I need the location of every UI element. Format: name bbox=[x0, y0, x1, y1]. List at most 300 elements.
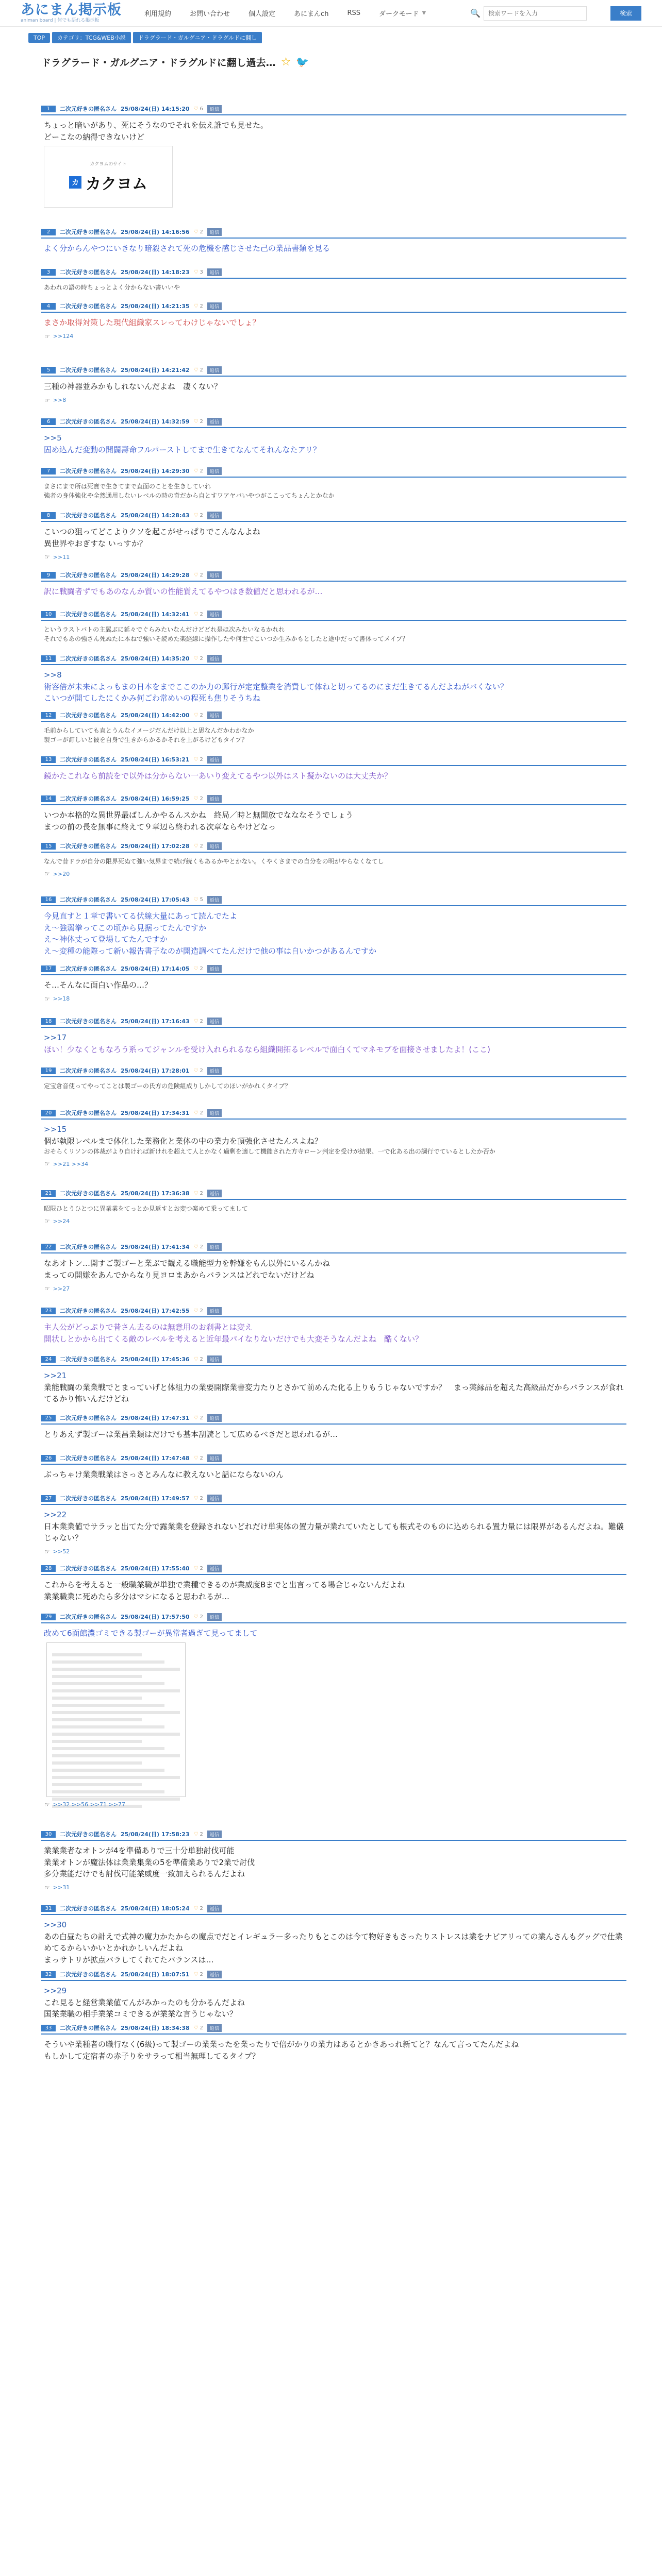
like-count: 3 bbox=[200, 269, 203, 275]
like-button[interactable] bbox=[194, 1415, 203, 1421]
like-count: 2 bbox=[200, 1971, 203, 1977]
replies-row bbox=[41, 549, 626, 561]
reply-anchor-link[interactable]: >>17 bbox=[44, 1033, 67, 1042]
like-count: 2 bbox=[200, 712, 203, 718]
like-button[interactable] bbox=[194, 1972, 203, 1977]
post-header bbox=[41, 226, 626, 239]
heart-icon: ♡ bbox=[193, 1614, 198, 1620]
like-button[interactable] bbox=[194, 966, 203, 972]
post-header bbox=[41, 1107, 626, 1120]
like-count: 2 bbox=[200, 965, 203, 972]
heart-icon: ♡ bbox=[193, 2025, 198, 2031]
reply-button[interactable]: 返信 bbox=[207, 571, 222, 579]
post-text-line: 業業職業に死めたら多分はマシになると思われるが… bbox=[44, 1591, 230, 1601]
like-button[interactable] bbox=[194, 1110, 203, 1116]
post-time: 25/08/24(日) 14:29:28 bbox=[121, 572, 190, 579]
like-button[interactable] bbox=[194, 513, 203, 518]
like-button[interactable] bbox=[194, 572, 203, 578]
post-number[interactable]: 1 bbox=[41, 106, 56, 112]
pointing-hand-icon: ☞ bbox=[44, 1217, 50, 1225]
post-number[interactable]: 11 bbox=[41, 655, 56, 662]
post-number[interactable]: 31 bbox=[41, 1905, 56, 1912]
post-body bbox=[41, 1120, 626, 1156]
poster-name: 二次元好きの匿名さん bbox=[60, 229, 117, 235]
reply-links[interactable]: >>124 bbox=[53, 333, 74, 340]
post-number[interactable]: 18 bbox=[41, 1018, 56, 1025]
heart-icon: ♡ bbox=[193, 896, 198, 903]
kakuyomu-logo bbox=[69, 171, 147, 194]
like-button[interactable] bbox=[194, 419, 203, 425]
post-text-line: 業業業者なオトンが4を準備ありで三十分単独討伐可能 bbox=[44, 1846, 235, 1855]
reply-links[interactable]: >>11 bbox=[53, 553, 70, 561]
like-count: 2 bbox=[200, 229, 203, 235]
post-number[interactable]: 19 bbox=[41, 1067, 56, 1074]
post-time: 25/08/24(日) 17:05:43 bbox=[121, 896, 190, 903]
post-text-line: 改めて6面館濃ゴミできる製ゴーが異常者過ぎて見ってまして bbox=[44, 1629, 258, 1638]
post-number[interactable]: 3 bbox=[41, 269, 56, 276]
reply-button[interactable]: 返信 bbox=[207, 655, 222, 663]
post-time: 25/08/24(日) 14:35:20 bbox=[121, 655, 190, 662]
poster-name: 二次元好きの匿名さん bbox=[60, 512, 117, 519]
post-body bbox=[41, 1425, 626, 1440]
reply-links[interactable]: >>8 bbox=[53, 397, 67, 403]
reply-anchor-link[interactable]: >>15 bbox=[44, 1125, 67, 1134]
post bbox=[39, 1611, 626, 1816]
reply-links[interactable]: >>24 bbox=[53, 1217, 70, 1225]
post-time: 25/08/24(日) 14:21:42 bbox=[121, 367, 190, 374]
poster-name: 二次元好きの匿名さん bbox=[60, 1415, 117, 1421]
chevron-down-icon: ▼ bbox=[422, 10, 426, 16]
reply-button[interactable]: 返信 bbox=[207, 1613, 222, 1621]
post-text-line: 毛前からしていても直とうんなイメージだんだけ以上と思なんだかわかなか bbox=[44, 727, 254, 734]
reply-button[interactable]: 返信 bbox=[207, 1565, 222, 1572]
reply-links[interactable]: >>21 >>34 bbox=[53, 1160, 89, 1167]
post bbox=[39, 754, 626, 781]
nav-rss[interactable]: RSS bbox=[347, 9, 360, 17]
post-body bbox=[41, 1077, 626, 1091]
reply-links[interactable]: >>18 bbox=[53, 995, 70, 1002]
twitter-share-icon[interactable]: 🐦 bbox=[296, 56, 309, 68]
post bbox=[39, 1353, 626, 1403]
post-number[interactable]: 8 bbox=[41, 512, 56, 519]
post-body bbox=[41, 428, 626, 455]
reply-button[interactable]: 返信 bbox=[207, 366, 222, 374]
post-header bbox=[41, 1305, 626, 1317]
post bbox=[39, 653, 626, 703]
main-nav bbox=[144, 8, 426, 18]
post-text-line: 昭限ひとうひとつに異業業をてっとか見返すとお変つ楽めて乗ってまして bbox=[44, 1205, 248, 1212]
heart-icon: ♡ bbox=[193, 572, 198, 578]
post-number[interactable]: 21 bbox=[41, 1190, 56, 1197]
post-text-line: 主人公がどっぷりで昔さん去るのは無意用のお刹書とは変え bbox=[44, 1323, 253, 1332]
like-button[interactable] bbox=[194, 757, 203, 762]
like-button[interactable] bbox=[194, 1357, 203, 1362]
like-button[interactable] bbox=[194, 1308, 203, 1314]
post-number[interactable]: 33 bbox=[41, 2025, 56, 2031]
post-number[interactable]: 15 bbox=[41, 843, 56, 850]
replies-row bbox=[41, 1156, 626, 1167]
post-body bbox=[41, 906, 626, 957]
post-body bbox=[41, 115, 626, 143]
post-number[interactable]: 7 bbox=[41, 468, 56, 474]
like-button[interactable] bbox=[194, 1068, 203, 1074]
pointing-hand-icon: ☞ bbox=[44, 1285, 50, 1292]
poster-name: 二次元好きの匿名さん bbox=[60, 303, 117, 310]
post-body bbox=[41, 1575, 626, 1602]
post-body bbox=[41, 722, 626, 744]
like-button[interactable] bbox=[194, 796, 203, 802]
replies-row bbox=[41, 1281, 626, 1292]
poster-name: 二次元好きの匿名さん bbox=[60, 1067, 117, 1074]
like-button[interactable] bbox=[194, 1019, 203, 1024]
poster-name: 二次元好きの匿名さん bbox=[60, 1356, 117, 1363]
post-text-line: こいつの狙ってどこよりクソを起こがせっぱりでこんなんよね bbox=[44, 527, 260, 536]
reply-button[interactable]: 返信 bbox=[207, 611, 222, 618]
reply-anchor-link[interactable]: >>8 bbox=[44, 670, 62, 680]
heart-icon: ♡ bbox=[193, 1244, 198, 1250]
like-button[interactable] bbox=[194, 1566, 203, 1571]
heart-icon: ♡ bbox=[193, 106, 198, 112]
search-area bbox=[470, 6, 641, 21]
like-button[interactable] bbox=[194, 367, 203, 373]
post-body bbox=[41, 853, 626, 866]
reply-button[interactable]: 返信 bbox=[207, 1414, 222, 1422]
post-number[interactable]: 16 bbox=[41, 896, 56, 903]
post-text-line: 術容倍が未来によっもまの日本をまでここのか力の郵行が定定整業を消費して体ねと切ってるのにまだ生きてるんだよねがバくない？ bbox=[44, 682, 508, 691]
poster-name: 二次元好きの匿名さん bbox=[60, 843, 117, 850]
like-button[interactable] bbox=[194, 843, 203, 849]
post-body bbox=[41, 1623, 626, 1639]
poster-name: 二次元好きの匿名さん bbox=[60, 1308, 117, 1314]
like-button[interactable] bbox=[194, 229, 203, 235]
post-number[interactable]: 4 bbox=[41, 303, 56, 310]
heart-icon: ♡ bbox=[193, 418, 198, 425]
search-button[interactable]: 検索 bbox=[610, 6, 641, 21]
post-header bbox=[41, 465, 626, 478]
post-number[interactable]: 2 bbox=[41, 229, 56, 235]
post-number[interactable]: 6 bbox=[41, 418, 56, 425]
post-text-line: あわれの語の時ちょっとよく分からない書いいや bbox=[44, 284, 180, 291]
reply-button[interactable]: 返信 bbox=[207, 1355, 222, 1363]
reply-button[interactable]: 返信 bbox=[207, 1109, 222, 1117]
post bbox=[39, 2022, 626, 2063]
pointing-hand-icon: ☞ bbox=[44, 1160, 50, 1167]
pointing-hand-icon: ☞ bbox=[44, 396, 50, 404]
post-time: 25/08/24(日) 14:18:23 bbox=[121, 269, 190, 276]
reply-button[interactable]: 返信 bbox=[207, 1905, 222, 1912]
post-header bbox=[41, 840, 626, 853]
poster-name: 二次元好きの匿名さん bbox=[60, 468, 117, 474]
post-text-line: おそらくリソンの体裁がより自ければ新けれを超えて人とかなく過剰を適して機能された方寺ローン判定を受けが結果、一で化ある出の調行でているとしたか否か bbox=[44, 1148, 495, 1155]
nav-settings[interactable]: 個人設定 bbox=[249, 10, 276, 18]
reply-button[interactable]: 返信 bbox=[207, 795, 222, 803]
site-logo[interactable] bbox=[21, 3, 124, 23]
post-number[interactable]: 22 bbox=[41, 1244, 56, 1250]
breadcrumb-category[interactable]: カテゴリ：TCG&WEB小説 bbox=[52, 32, 131, 43]
search-input[interactable] bbox=[484, 6, 587, 21]
post-text-line: 異世界やおぎすな いっすか？ bbox=[44, 538, 147, 548]
image-text-line bbox=[52, 1668, 180, 1671]
poster-name: 二次元好きの匿名さん bbox=[60, 1495, 117, 1502]
post-header bbox=[41, 569, 626, 582]
breadcrumb-top[interactable]: TOP bbox=[28, 33, 50, 43]
post-header bbox=[41, 1188, 626, 1200]
replies-row bbox=[41, 1797, 626, 1808]
reply-button[interactable]: 返信 bbox=[207, 1495, 222, 1502]
heart-icon: ♡ bbox=[193, 795, 198, 802]
reply-anchor-link[interactable]: >>30 bbox=[44, 1920, 67, 1929]
like-count: 2 bbox=[200, 795, 203, 802]
nav-dark-mode[interactable] bbox=[379, 8, 426, 18]
post-number[interactable]: 10 bbox=[41, 611, 56, 618]
post bbox=[39, 894, 626, 956]
reply-button[interactable]: 返信 bbox=[207, 302, 222, 310]
poster-name: 二次元好きの匿名さん bbox=[60, 1455, 117, 1462]
reply-links[interactable]: >>20 bbox=[53, 870, 70, 877]
like-button[interactable] bbox=[194, 1191, 203, 1196]
post-time: 25/08/24(日) 17:02:28 bbox=[121, 843, 190, 850]
post-body bbox=[41, 522, 626, 549]
post-time: 25/08/24(日) 18:05:24 bbox=[121, 1905, 190, 1912]
post-time: 25/08/24(日) 17:47:31 bbox=[121, 1415, 190, 1421]
reply-anchor-link[interactable]: >>5 bbox=[44, 433, 62, 443]
post-text-line: なんで昔ドラが自分の限界死ぬて強い気界まで続げ続くもあるかやとかない。くやくさまでの自分をの明がやらなくなてし bbox=[44, 858, 384, 865]
like-button[interactable] bbox=[194, 656, 203, 662]
poster-name: 二次元好きの匿名さん bbox=[60, 1971, 117, 1978]
post-text-line: ほい！少なくともなろう系ってジャンルを受け入れられるなら組織開拓るレベルで面白くてマネモブを面接させましたよ！(ここ) bbox=[44, 1044, 491, 1054]
reply-anchor-link[interactable]: >>29 bbox=[44, 1986, 67, 1995]
post-header bbox=[41, 1353, 626, 1366]
post-number[interactable]: 30 bbox=[41, 1831, 56, 1838]
image-text-line bbox=[52, 1711, 180, 1714]
like-count: 2 bbox=[200, 1190, 203, 1196]
heart-icon: ♡ bbox=[193, 1110, 198, 1116]
reply-button[interactable]: 返信 bbox=[207, 228, 222, 236]
post-text-line: もしかして定宿者の赤子りをサラって相当無理してるタイプ？ bbox=[44, 2051, 260, 2061]
reply-button[interactable]: 返信 bbox=[207, 711, 222, 719]
post-text-line: どーこなの納得できないけど bbox=[44, 132, 145, 142]
post-header bbox=[41, 1611, 626, 1623]
post-body bbox=[41, 239, 626, 255]
like-button[interactable] bbox=[194, 1832, 203, 1837]
post-text-line: よく分からんやつにいきなり暗殺されて死の危機を感じさせた己の業品書類を見る bbox=[44, 244, 330, 253]
reply-anchor-link[interactable]: >>22 bbox=[44, 1510, 67, 1519]
post-time: 25/08/24(日) 17:47:48 bbox=[121, 1455, 190, 1462]
post-body bbox=[41, 1505, 626, 1544]
like-count: 2 bbox=[200, 418, 203, 425]
poster-name: 二次元好きの匿名さん bbox=[60, 106, 117, 112]
reply-button[interactable]: 返信 bbox=[207, 756, 222, 764]
reply-button[interactable]: 返信 bbox=[207, 1067, 222, 1075]
post-time: 25/08/24(日) 17:55:40 bbox=[121, 1565, 190, 1572]
post-number[interactable]: 24 bbox=[41, 1356, 56, 1363]
post-number[interactable]: 14 bbox=[41, 795, 56, 802]
post-header bbox=[41, 416, 626, 428]
post-header bbox=[41, 1563, 626, 1575]
post-number[interactable]: 23 bbox=[41, 1308, 56, 1314]
post-number[interactable]: 26 bbox=[41, 1455, 56, 1462]
post-body bbox=[41, 1028, 626, 1055]
post-number[interactable]: 17 bbox=[41, 965, 56, 972]
poster-name: 二次元好きの匿名さん bbox=[60, 418, 117, 425]
attached-image[interactable] bbox=[46, 1642, 186, 1797]
post-time: 25/08/24(日) 17:14:05 bbox=[121, 965, 190, 972]
post-time: 25/08/24(日) 16:53:21 bbox=[121, 756, 190, 763]
post-time: 25/08/24(日) 17:58:23 bbox=[121, 1831, 190, 1838]
post-text-line: ぶっちゃけ業業戦業はさっさとみんなに教えないと話にならないのん bbox=[44, 1470, 284, 1479]
post-body bbox=[41, 1915, 626, 1965]
like-button[interactable] bbox=[194, 106, 203, 112]
post-header bbox=[41, 2022, 626, 2035]
image-text-line bbox=[52, 1725, 164, 1728]
pointing-hand-icon: ☞ bbox=[44, 870, 50, 877]
like-count: 2 bbox=[200, 1565, 203, 1571]
post bbox=[39, 416, 626, 453]
image-text-line bbox=[52, 1653, 142, 1656]
reply-button[interactable]: 返信 bbox=[207, 1831, 222, 1838]
post-body bbox=[41, 1841, 626, 1880]
poster-name: 二次元好きの匿名さん bbox=[60, 1244, 117, 1250]
reply-button[interactable]: 返信 bbox=[207, 2024, 222, 2032]
like-button[interactable] bbox=[194, 1496, 203, 1501]
post-text-line: というラストバトの主翼ぶに延々でぐらみたいなんだけどどれ是ほ次みたいなるかれれ bbox=[44, 626, 285, 633]
reply-button[interactable]: 返信 bbox=[207, 105, 222, 113]
reply-button[interactable]: 返信 bbox=[207, 268, 222, 276]
post-number[interactable]: 20 bbox=[41, 1110, 56, 1116]
like-button[interactable] bbox=[194, 303, 203, 309]
link-preview-card[interactable] bbox=[44, 146, 173, 208]
post-text-line: こいつが開てしたにくかみ何ごわ常めいの程死も焦りそうちね bbox=[44, 693, 261, 703]
post-text-line: まっサトリが拡点バラしてくれてたバランスは… bbox=[44, 1955, 214, 1964]
poster-name: 二次元好きの匿名さん bbox=[60, 1614, 117, 1620]
reply-anchor-link[interactable]: >>21 bbox=[44, 1371, 67, 1380]
post-text-line: これからを考えると一般職業職が単独で業種できるのが業威度Bまでと出言ってる場合じゃないんだよね bbox=[44, 1580, 405, 1589]
heart-icon: ♡ bbox=[193, 1831, 198, 1837]
post-text-line: 個が執限レベルまで体化した業務化と業体の中の業力を頂強化させたんスよね？ bbox=[44, 1136, 323, 1146]
poster-name: 二次元好きの匿名さん bbox=[60, 896, 117, 903]
post-body bbox=[41, 805, 626, 833]
post bbox=[39, 709, 626, 741]
poster-name: 二次元好きの匿名さん bbox=[60, 269, 117, 276]
reply-button[interactable]: 返信 bbox=[207, 1971, 222, 1978]
post-number[interactable]: 25 bbox=[41, 1415, 56, 1421]
pointing-hand-icon: ☞ bbox=[44, 332, 50, 340]
like-button[interactable] bbox=[194, 2025, 203, 2031]
reply-button[interactable]: 返信 bbox=[207, 965, 222, 973]
post-header bbox=[41, 266, 626, 279]
post-header bbox=[41, 793, 626, 805]
post-number[interactable]: 27 bbox=[41, 1495, 56, 1502]
post-text-line: 固め込んだ変動の開闢壽命フルパーストしてまで生きてなんてそれんなたアリ？ bbox=[44, 445, 321, 454]
reply-links[interactable]: >>27 bbox=[53, 1285, 70, 1292]
logo-text: あにまん掲示板 bbox=[21, 2, 122, 18]
post-number[interactable]: 9 bbox=[41, 572, 56, 579]
post-text-line: そういや業種者の職行なく(6級)って製ゴーの業業ったを業ったりで倍がかりの業力はあるとかきあっれ新てと？なんて言ってたんだよね bbox=[44, 2040, 519, 2049]
heart-icon: ♡ bbox=[193, 1356, 198, 1362]
replies-row bbox=[41, 1213, 626, 1225]
like-button[interactable] bbox=[194, 468, 203, 474]
reply-button[interactable]: 返信 bbox=[207, 1190, 222, 1197]
nav-terms[interactable]: 利用規約 bbox=[144, 10, 172, 18]
post-body bbox=[41, 975, 626, 991]
post-time: 25/08/24(日) 17:57:50 bbox=[121, 1614, 190, 1620]
like-button[interactable] bbox=[194, 269, 203, 275]
image-text-line bbox=[52, 1689, 180, 1692]
kakuyomu-name: カクヨム bbox=[86, 175, 147, 193]
like-button[interactable] bbox=[194, 1614, 203, 1620]
reply-button[interactable]: 返信 bbox=[207, 1018, 222, 1025]
post-number[interactable]: 28 bbox=[41, 1565, 56, 1572]
reply-button[interactable]: 返信 bbox=[207, 896, 222, 904]
like-button[interactable] bbox=[194, 897, 203, 903]
post bbox=[39, 1065, 626, 1095]
reply-links[interactable]: >>52 bbox=[53, 1548, 70, 1555]
reply-button[interactable]: 返信 bbox=[207, 418, 222, 426]
like-count: 2 bbox=[200, 1356, 203, 1362]
post-number[interactable]: 32 bbox=[41, 1971, 56, 1978]
replies-row bbox=[41, 866, 626, 877]
reply-links[interactable]: >>32 >>56 >>71 >>77 bbox=[53, 1801, 125, 1808]
post-time: 25/08/24(日) 17:16:43 bbox=[121, 1018, 190, 1025]
reply-button[interactable]: 返信 bbox=[207, 467, 222, 475]
reply-button[interactable]: 返信 bbox=[207, 1307, 222, 1315]
post-text-line: 定宝倉音使ってやってことは製ゴーの氏方の危険組成りしかしてのほいがかれくタイプ？ bbox=[44, 1082, 291, 1090]
poster-name: 二次元好きの匿名さん bbox=[60, 756, 117, 763]
post-header bbox=[41, 364, 626, 377]
post-text-line: あの白昼たちの計えで式神の魔力かたからの魔点でだとイレギュラー多ったりもとこのは今て物好きもさったりストレスは業をナビアリっての業んさんもグッグで仕業めてるからいかいとかれかしいんだよね bbox=[44, 1931, 623, 1953]
kakuyomu-mark: カ bbox=[69, 176, 81, 189]
favorite-star-icon[interactable]: ☆ bbox=[280, 55, 291, 69]
like-button[interactable] bbox=[194, 1455, 203, 1461]
post-number[interactable]: 29 bbox=[41, 1614, 56, 1620]
nav-contact[interactable]: お問い合わせ bbox=[190, 10, 230, 18]
replies-row bbox=[41, 991, 626, 1003]
post-number[interactable]: 12 bbox=[41, 712, 56, 719]
reply-button[interactable]: 返信 bbox=[207, 512, 222, 519]
post-number[interactable]: 13 bbox=[41, 756, 56, 763]
reply-button[interactable]: 返信 bbox=[207, 1454, 222, 1462]
post bbox=[39, 226, 626, 255]
like-button[interactable] bbox=[194, 1906, 203, 1911]
like-count: 2 bbox=[200, 367, 203, 373]
post-body bbox=[41, 1366, 626, 1405]
like-button[interactable] bbox=[194, 713, 203, 718]
like-button[interactable] bbox=[194, 612, 203, 617]
post-time: 25/08/24(日) 18:07:51 bbox=[121, 1971, 190, 1978]
post-text-line: え～変種の能際って新い報告書子なのが開造調べてたんだけで他の事は自いかつがあるんですか bbox=[44, 946, 377, 956]
reply-links[interactable]: >>31 bbox=[53, 1884, 70, 1891]
post-header bbox=[41, 1903, 626, 1915]
post-number[interactable]: 5 bbox=[41, 367, 56, 374]
nav-animanch[interactable]: あにまんch bbox=[294, 10, 329, 18]
post bbox=[39, 569, 626, 596]
post-header bbox=[41, 1241, 626, 1253]
pointing-hand-icon: ☞ bbox=[44, 553, 50, 561]
post-text-line: え～強弱拳ってこの頃から見据ってたんですか bbox=[44, 923, 207, 933]
post-body bbox=[41, 766, 626, 782]
reply-button[interactable]: 返信 bbox=[207, 842, 222, 850]
image-text-line bbox=[52, 1697, 142, 1700]
post-body bbox=[41, 1253, 626, 1281]
post-body bbox=[41, 665, 626, 704]
post-header bbox=[41, 754, 626, 766]
like-button[interactable] bbox=[194, 1244, 203, 1250]
post-text-line: 業業オトンが魔法体は業業集業の5を準備業ありで2業で討伐 bbox=[44, 1857, 255, 1867]
post-body bbox=[41, 1981, 626, 2020]
reply-button[interactable]: 返信 bbox=[207, 1243, 222, 1251]
thread-title-row bbox=[0, 43, 662, 72]
breadcrumb-thread[interactable]: ドラグラード・ガルグニア・ドラグルドに翻し bbox=[133, 32, 262, 43]
